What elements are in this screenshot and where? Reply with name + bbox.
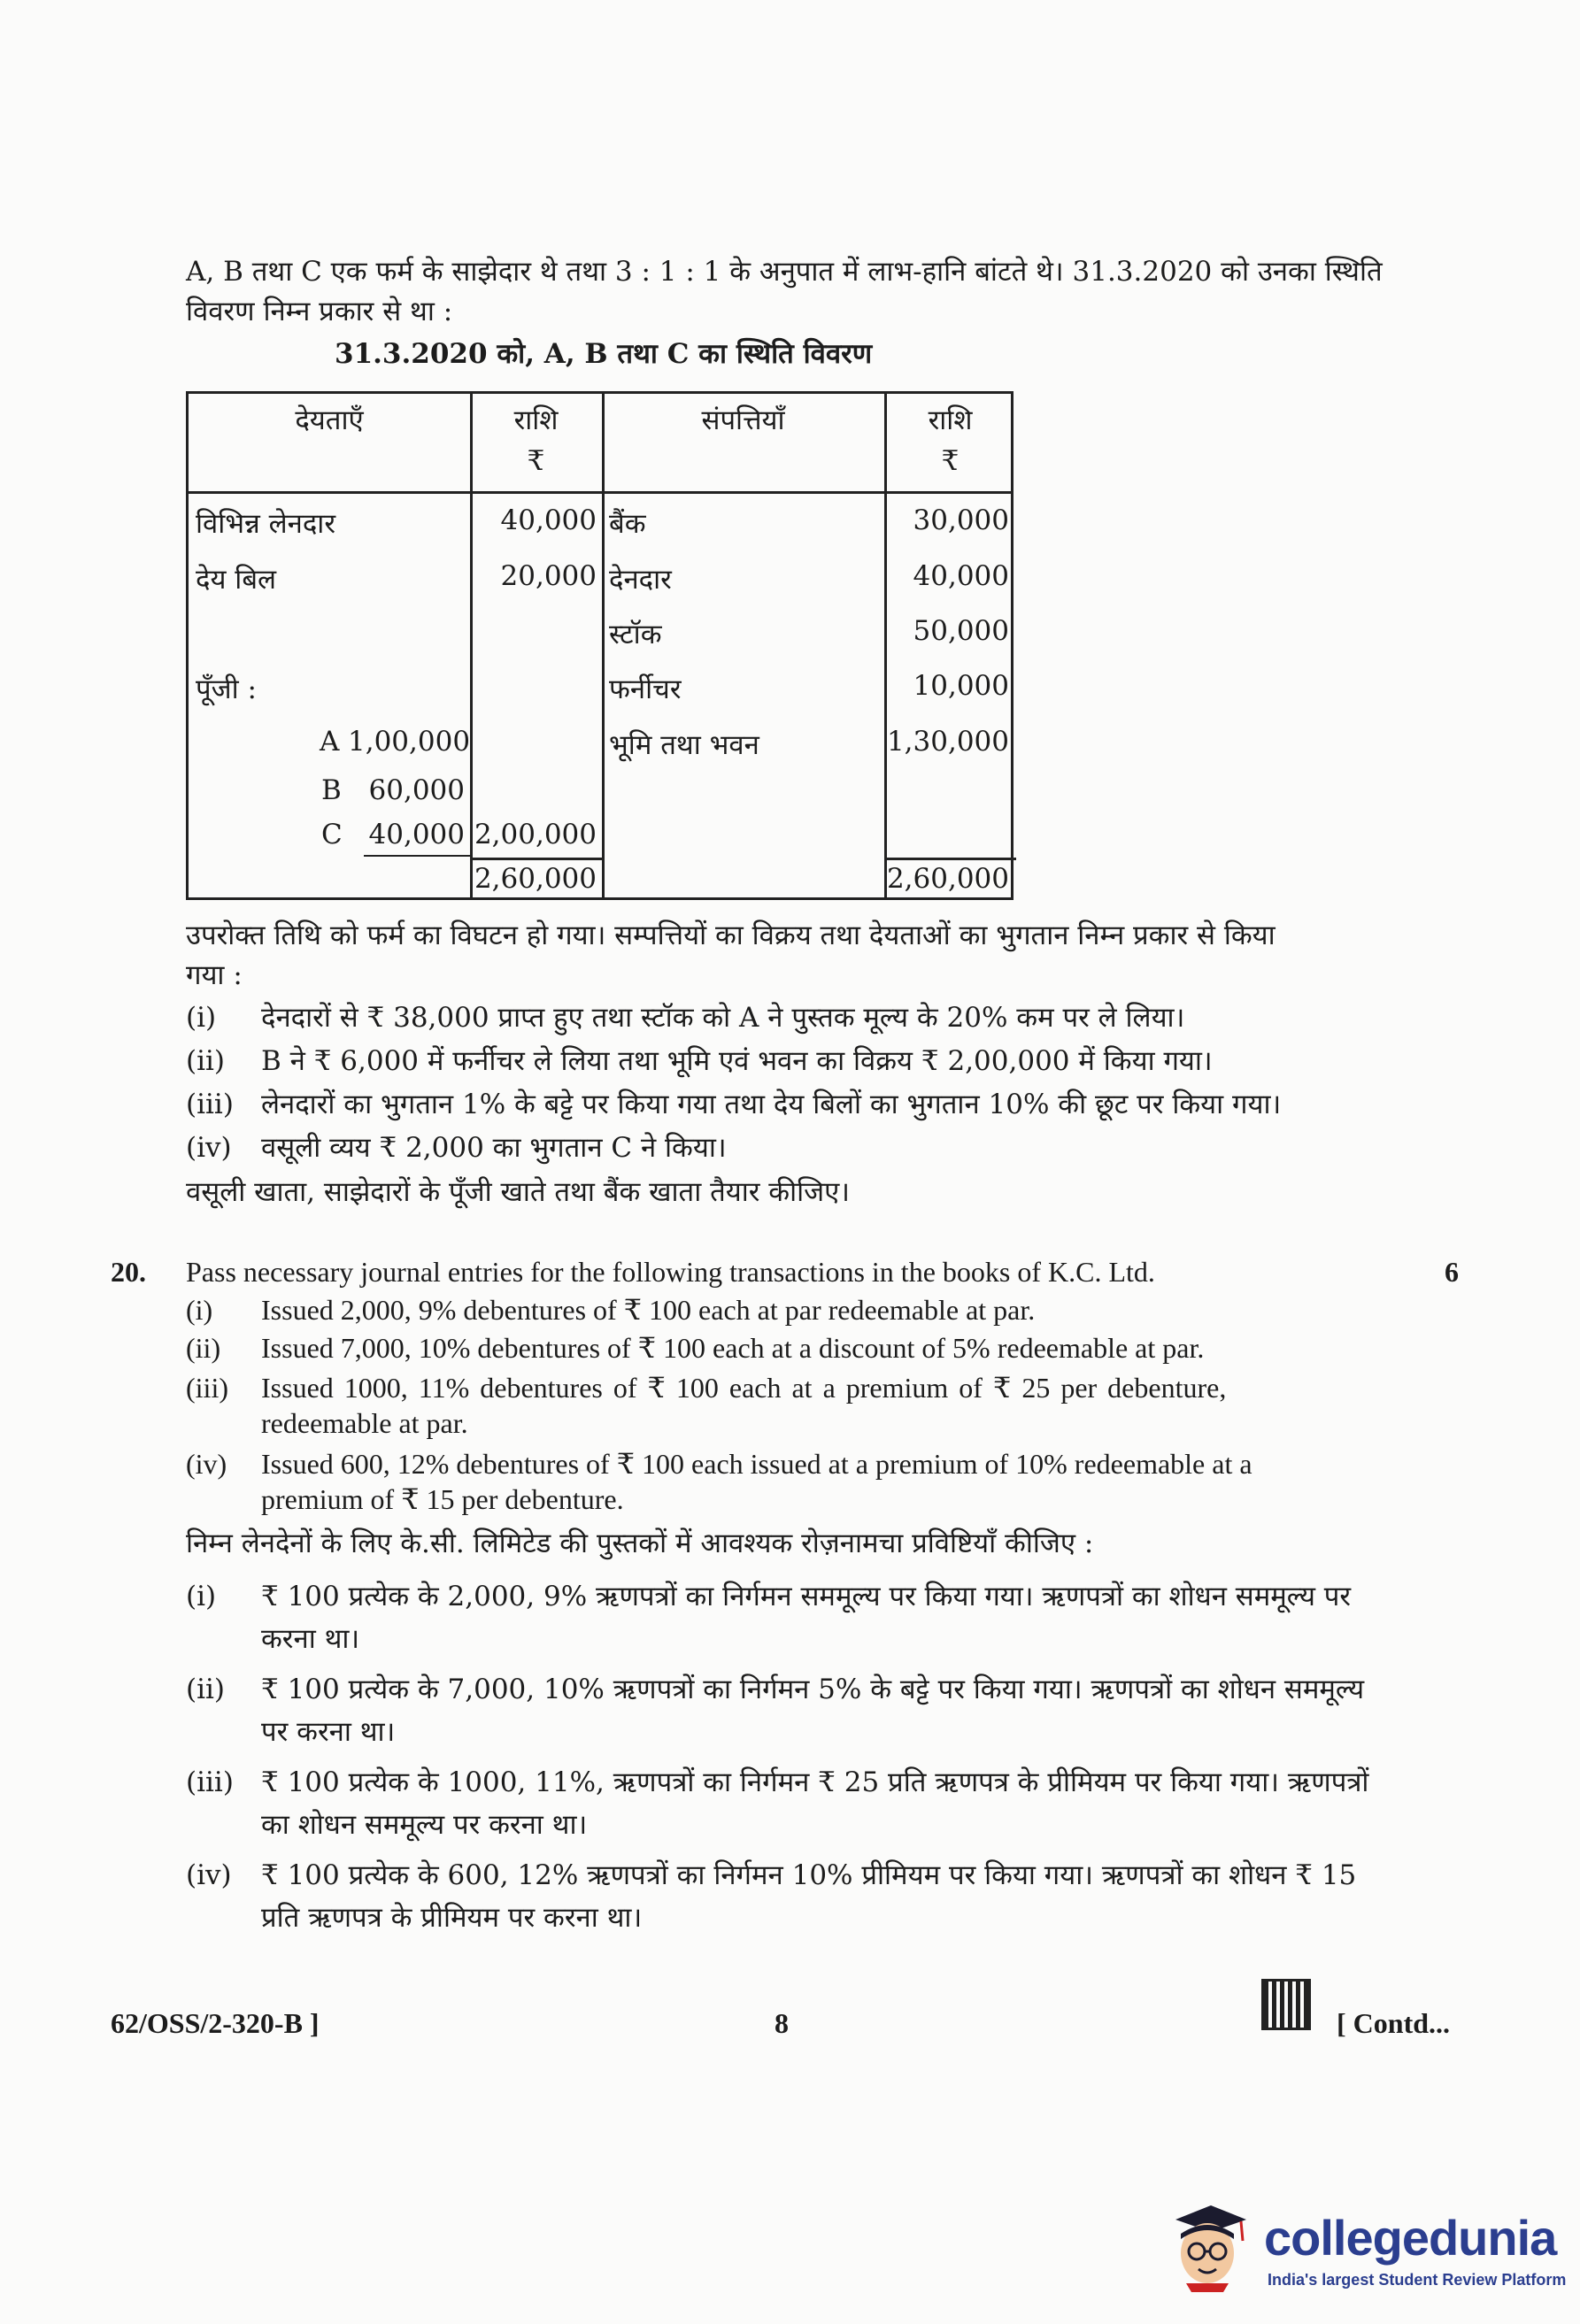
item-number: (i) xyxy=(186,1294,213,1326)
journal-item-hindi-cont: पर करना था। xyxy=(261,1716,396,1748)
question-stem: Pass necessary journal entries for the following transactions in the books of K.C. Ltd. xyxy=(186,1256,1155,1288)
continued-label: [ Contd... xyxy=(1337,2007,1451,2039)
item-number: (iv) xyxy=(186,1859,232,1891)
journal-item: Issued 7,000, 10% debentures of ₹ 100 each at a discount of 5% redeemable at par. xyxy=(261,1332,1205,1364)
capital-label: पूँजी : xyxy=(196,673,257,705)
question-number: 20. xyxy=(111,1256,146,1288)
partner-name: C xyxy=(321,819,343,850)
journal-item-hindi: ₹ 100 प्रत्येक के 600, 12% ऋणपत्रों का निर्गमन 10% प्रीमियम पर किया गया। ऋणपत्रों का शोधन ₹ 15 xyxy=(261,1859,1357,1891)
header-liabilities: देयताएँ xyxy=(295,404,364,436)
capital-total: 2,00,000 xyxy=(474,819,597,850)
dissolution-item: देनदारों से ₹ 38,000 प्राप्त हुए तथा स्टॉक को A ने पुस्तक मूल्य के 20% कम पर ले लिया। xyxy=(261,1002,1185,1034)
journal-item-cont: redeemable at par. xyxy=(261,1407,468,1439)
page-number: 8 xyxy=(775,2007,789,2039)
journal-item-hindi-cont: करना था। xyxy=(261,1623,360,1655)
partner-name: A xyxy=(320,726,340,758)
dissolution-para-1: उपरोक्त तिथि को फर्म का विघटन हो गया। सम्पत्तियों का विक्रय तथा देयताओं का भुगतान निम्न प्रकार से किया xyxy=(186,920,1276,951)
dissolution-para-2: गया : xyxy=(186,959,243,991)
collegedunia-mascot-icon xyxy=(1167,2195,1248,2292)
asset-amount: 40,000 xyxy=(913,560,1009,592)
journal-item-hindi: ₹ 100 प्रत्येक के 2,000, 9% ऋणपत्रों का निर्गमन सममूल्य पर किया गया। ऋणपत्रों का शोधन सममूल्य पर xyxy=(261,1581,1352,1612)
asset-amount: 1,30,000 xyxy=(886,726,1009,758)
item-number: (i) xyxy=(186,1581,217,1612)
journal-item: Issued 2,000, 9% debentures of ₹ 100 each at par redeemable at par. xyxy=(261,1294,1036,1326)
asset-amount: 30,000 xyxy=(913,504,1009,536)
asset-label: स्टॉक xyxy=(609,619,662,650)
item-number: (ii) xyxy=(186,1332,221,1364)
item-number: (iv) xyxy=(186,1448,227,1480)
rupee-symbol-right: ₹ xyxy=(941,445,960,477)
question-marks: 6 xyxy=(1445,1256,1459,1288)
dissolution-item: B ने ₹ 6,000 में फर्नीचर ले लिया तथा भूमि एवं भवन का विक्रय ₹ 2,00,000 में किया गया। xyxy=(261,1045,1213,1077)
paper-code: 62/OSS/2-320-B ] xyxy=(111,2007,320,2039)
header-assets: संपत्तियाँ xyxy=(701,404,785,436)
header-amount-left: राशि xyxy=(513,404,559,436)
header-amount-right: राशि xyxy=(928,404,973,436)
liability-label: विभिन्न लेनदार xyxy=(196,508,336,540)
intro-line-1: A, B तथा C एक फर्म के साझेदार थे तथा 3 : 1 : 1 के अनुपात में लाभ-हानि बांटते थे। 31.3.2020 को उनका स्थिति xyxy=(186,256,1383,288)
balance-sheet-table xyxy=(186,391,1014,900)
item-number: (iii) xyxy=(186,1089,234,1120)
item-number: (ii) xyxy=(186,1674,226,1705)
dissolution-instruction: वसूली खाता, साझेदारों के पूँजी खाते तथा बैंक खाता तैयार कीजिए। xyxy=(186,1176,851,1208)
dissolution-item: लेनदारों का भुगतान 1% के बट्टे पर किया गया तथा देय बिलों का भुगतान 10% की छूट पर किया गया। xyxy=(261,1089,1282,1120)
partner-capital: 1,00,000 xyxy=(348,726,471,758)
asset-label: बैंक xyxy=(609,508,646,540)
item-number: (ii) xyxy=(186,1045,226,1077)
qr-code-icon xyxy=(1261,1979,1311,2030)
balance-sheet-title: 31.3.2020 को, A, B तथा C का स्थिति विवरण xyxy=(335,338,873,370)
liability-amount: 20,000 xyxy=(500,560,597,592)
total-right: 2,60,000 xyxy=(886,863,1009,895)
item-number: (iv) xyxy=(186,1132,232,1164)
journal-item-hindi: ₹ 100 प्रत्येक के 1000, 11%, ऋणपत्रों का निर्गमन ₹ 25 प्रति ऋणपत्र के प्रीमियम पर किया गया। ऋणपत्रों xyxy=(261,1766,1369,1798)
journal-item: Issued 1000, 11% debentures of ₹ 100 each at a premium of ₹ 25 per debenture, xyxy=(261,1372,1227,1404)
journal-item-hindi-cont: प्रति ऋणपत्र के प्रीमियम पर करना था। xyxy=(261,1902,643,1934)
total-left: 2,60,000 xyxy=(474,863,597,895)
journal-item: Issued 600, 12% debentures of ₹ 100 each issued at a premium of 10% redeemable at a xyxy=(261,1448,1252,1480)
journal-item-hindi: ₹ 100 प्रत्येक के 7,000, 10% ऋणपत्रों का निर्गमन 5% के बट्टे पर किया गया। ऋणपत्रों का शोधन सममूल्य xyxy=(261,1674,1365,1705)
liability-amount: 40,000 xyxy=(500,504,597,536)
asset-amount: 50,000 xyxy=(913,615,1009,647)
partner-capital: 60,000 xyxy=(368,774,465,806)
collegedunia-tagline: India's largest Student Review Platform xyxy=(1268,2271,1567,2289)
partner-name: B xyxy=(321,774,342,806)
liability-label: देय बिल xyxy=(196,564,277,596)
collegedunia-logo-text: collegedunia xyxy=(1264,2210,1557,2266)
journal-item-cont: premium of ₹ 15 per debenture. xyxy=(261,1483,624,1515)
dissolution-item: वसूली व्यय ₹ 2,000 का भुगतान C ने किया। xyxy=(261,1132,727,1164)
item-number: (iii) xyxy=(186,1372,228,1404)
asset-amount: 10,000 xyxy=(913,670,1009,702)
rupee-symbol-left: ₹ xyxy=(527,445,545,477)
journal-item-hindi-cont: का शोधन सममूल्य पर करना था। xyxy=(261,1809,588,1841)
asset-label: देनदार xyxy=(609,564,672,596)
intro-line-2: विवरण निम्न प्रकार से था : xyxy=(186,296,453,327)
asset-label: भूमि तथा भवन xyxy=(609,729,759,761)
asset-label: फर्नीचर xyxy=(609,673,682,705)
item-number: (i) xyxy=(186,1002,217,1034)
partner-capital: 40,000 xyxy=(368,819,465,850)
question-stem-hindi: निम्न लेनदेनों के लिए के.सी. लिमिटेड की पुस्तकों में आवश्यक रोज़नामचा प्रविष्टियाँ कीजिए : xyxy=(186,1528,1094,1559)
item-number: (iii) xyxy=(186,1766,234,1798)
